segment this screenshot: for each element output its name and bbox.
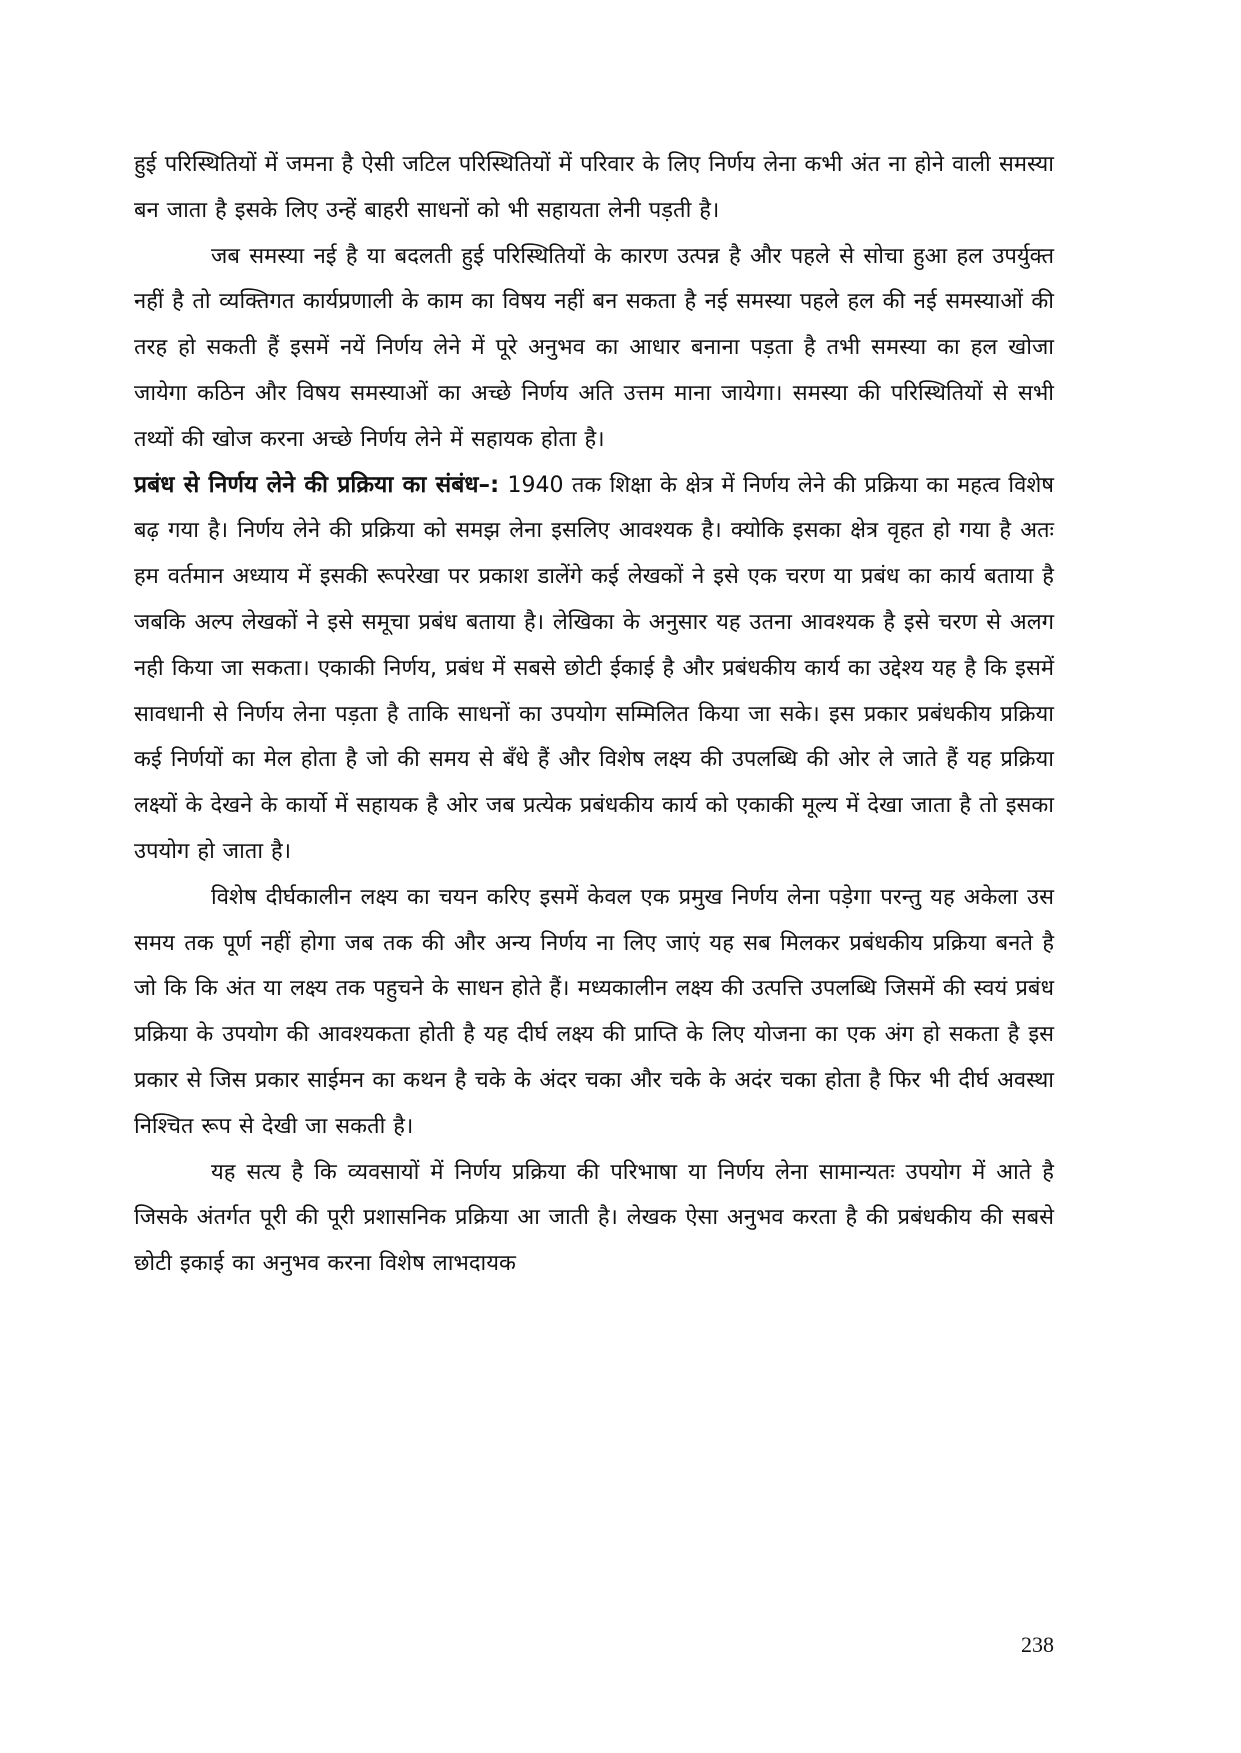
paragraph-new-problem [134, 234, 1054, 463]
page-number: 238 [1021, 1632, 1054, 1657]
section-heading: प्रबंध से निर्णय लेने की प्रक्रिया का संबंध–: [134, 471, 500, 498]
page-body [134, 142, 1054, 1287]
paragraph-text: यह सत्य है कि व्यवसायों में निर्णय प्रक्रिया की परिभाषा या निर्णय लेना सामान्यतः उपयोग में आते है जिसके अंतर्गत पूरी की पूरी प्रशासनिक प्रक्रिया आ जाती है। लेखक ऐसा अनुभव करता है की प्रबंधकीय की सबसे छोटी इकाई का अनुभव करना विशेष लाभदायक [134, 1159, 1054, 1277]
paragraph-text: जब समस्या नई है या बदलती हुई परिस्थितियों के कारण उत्पन्न है और पहले से सोचा हुआ हल उपर्युक्त नहीं है तो व्यक्तिगत कार्यप्रणाली के काम का विषय नहीं बन सकता है नई समस्या पहले हल की नई समस्याओं की तरह हो सकती हैं इसमें नयें निर्णय लेने में पूरे अनुभव का आधार बनाना पड़ता है तभी समस्या का हल खोजा जायेगा कठिन और विषय समस्याओं का अच्छे निर्णय अति उत्तम माना जायेगा। समस्या की परिस्थितियों से सभी तथ्यों की खोज करना अच्छे निर्णय लेने में सहायक होता है। [134, 243, 1054, 452]
paragraph-long-term-goal [134, 875, 1054, 1150]
paragraph-text: हुई परिस्थितियों में जमना है ऐसी जटिल परिस्थितियों में परिवार के लिए निर्णय लेना कभी अंत ना होने वाली समस्या बन जाता है इसके लिए उन्हें बाहरी साधनों को भी सहायता लेनी पड़ती है। [134, 152, 1054, 223]
paragraph-continuation [134, 142, 1054, 234]
paragraph-text: 1940 तक शिक्षा के क्षेत्र में निर्णय लेने की प्रक्रिया का महत्व विशेष बढ़ गया है। निर्णय लेने की प्रक्रिया को समझ लेना इसलिए आवश्यक है। क्योकि इसका क्षेत्र वृहत हो गया है अतः हम वर्तमान अध्याय में इसकी रूपरेखा पर प्रकाश डालेंगे कई लेखकों ने इसे एक चरण या प्रबंध का कार्य बताया है जबकि अल्प लेखकों ने इसे समूचा प्रबंध बताया है। लेखिका के अनुसार यह उतना आवश्यक है इसे चरण से अलग नही किया जा सकता। एकाकी निर्णय, प्रबंध में सबसे छोटी ईकाई है और प्रबंधकीय कार्य का उद्देश्य यह है कि इसमें सावधानी से निर्णय लेना पड़ता है ताकि साधनों का उपयोग सम्मिलित किया जा सके। इस प्रकार प्रबंधकीय प्रक्रिया कई निर्णयों का मेल होता है जो की समय से बँधे हैं और विशेष लक्ष्य की उपलब्धि की ओर ले जाते हैं यह प्रक्रिया लक्ष्यों के देखने के कार्यो में सहायक है ओर जब प्रत्येक प्रबंधकीय कार्य को एकाकी मूल्य में देखा जाता है तो इसका उपयोग हो जाता है। [134, 472, 1054, 864]
paragraph-text: विशेष दीर्घकालीन लक्ष्य का चयन करिए इसमें केवल एक प्रमुख निर्णय लेना पड़ेगा परन्तु यह अकेला उस समय तक पूर्ण नहीं होगा जब तक की और अन्य निर्णय ना लिए जाएं यह सब मिलकर प्रबंधकीय प्रक्रिया बनते है जो कि कि अंत या लक्ष्य तक पहुचने के साधन होते हैं। मध्यकालीन लक्ष्य की उत्पत्ति उपलब्धि जिसमें की स्वयं प्रबंध प्रक्रिया के उपयोग की आवश्यकता होती है यह दीर्घ लक्ष्य की प्राप्ति के लिए योजना का एक अंग हो सकता है इस प्रकार से जिस प्रकार साईमन का कथन है चके के अंदर चका और चके के अदंर चका होता है फिर भी दीर्घ अवस्था निश्चित रूप से देखी जा सकती है। [134, 884, 1054, 1139]
paragraph-business-definition [134, 1150, 1054, 1287]
paragraph-management-decision [134, 463, 1054, 875]
